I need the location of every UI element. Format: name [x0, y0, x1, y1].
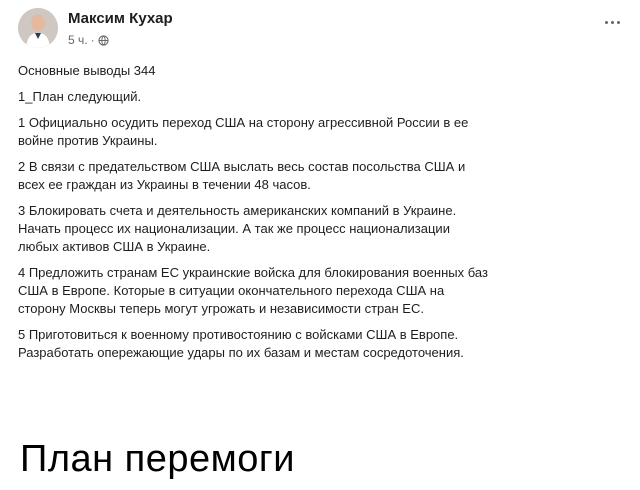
post-paragraph [18, 264, 628, 318]
meta-separator: · [90, 33, 95, 47]
post-line: 5 Приготовиться к военному противостоянию с войсками США в Европе. [18, 327, 459, 342]
post-time[interactable]: 5 ч. [68, 33, 88, 47]
author-name[interactable]: Максим Кухар [68, 10, 173, 27]
post-line: 1 Официально осудить переход США на сторону агрессивной России в ее [18, 115, 469, 130]
post-line: Основные выводы 344 [18, 63, 156, 78]
person-photo-icon [18, 8, 58, 48]
post-paragraph [18, 88, 628, 106]
post-line: сторону Москвы теперь могут угрожать и независимости стран ЕС. [18, 301, 424, 316]
post-paragraph [18, 158, 628, 194]
post-paragraph [18, 326, 628, 362]
post-header [14, 6, 626, 56]
post-paragraph [18, 62, 628, 80]
post-line: любых активов США в Украине. [18, 239, 211, 254]
post-line: войне против Украины. [18, 133, 158, 148]
post-text [18, 62, 628, 370]
post-line: Разработать опережающие удары по их базам и местам сосредоточения. [18, 345, 464, 360]
post-line: 2 В связи с предательством США выслать весь состав посольства США и [18, 159, 466, 174]
overlay-caption: План перемоги [20, 438, 295, 480]
more-dots-icon[interactable] [600, 14, 624, 30]
post-paragraph [18, 114, 628, 150]
post-line: 4 Предложить странам ЕС украинские войска для блокирования военных баз [18, 265, 488, 280]
post-meta [68, 33, 109, 47]
post-line: всех ее граждан из Украины в течении 48 часов. [18, 177, 311, 192]
post-line: Начать процесс их национализации. А так же процесс национализации [18, 221, 450, 236]
globe-icon [98, 35, 109, 46]
post-line: США в Европе. Которые в ситуации окончательного перехода США на [18, 283, 445, 298]
avatar[interactable] [18, 8, 58, 48]
post-line: 3 Блокировать счета и деятельность американских компаний в Украине. [18, 203, 457, 218]
post-paragraph [18, 202, 628, 256]
post-line: 1_План следующий. [18, 89, 142, 104]
